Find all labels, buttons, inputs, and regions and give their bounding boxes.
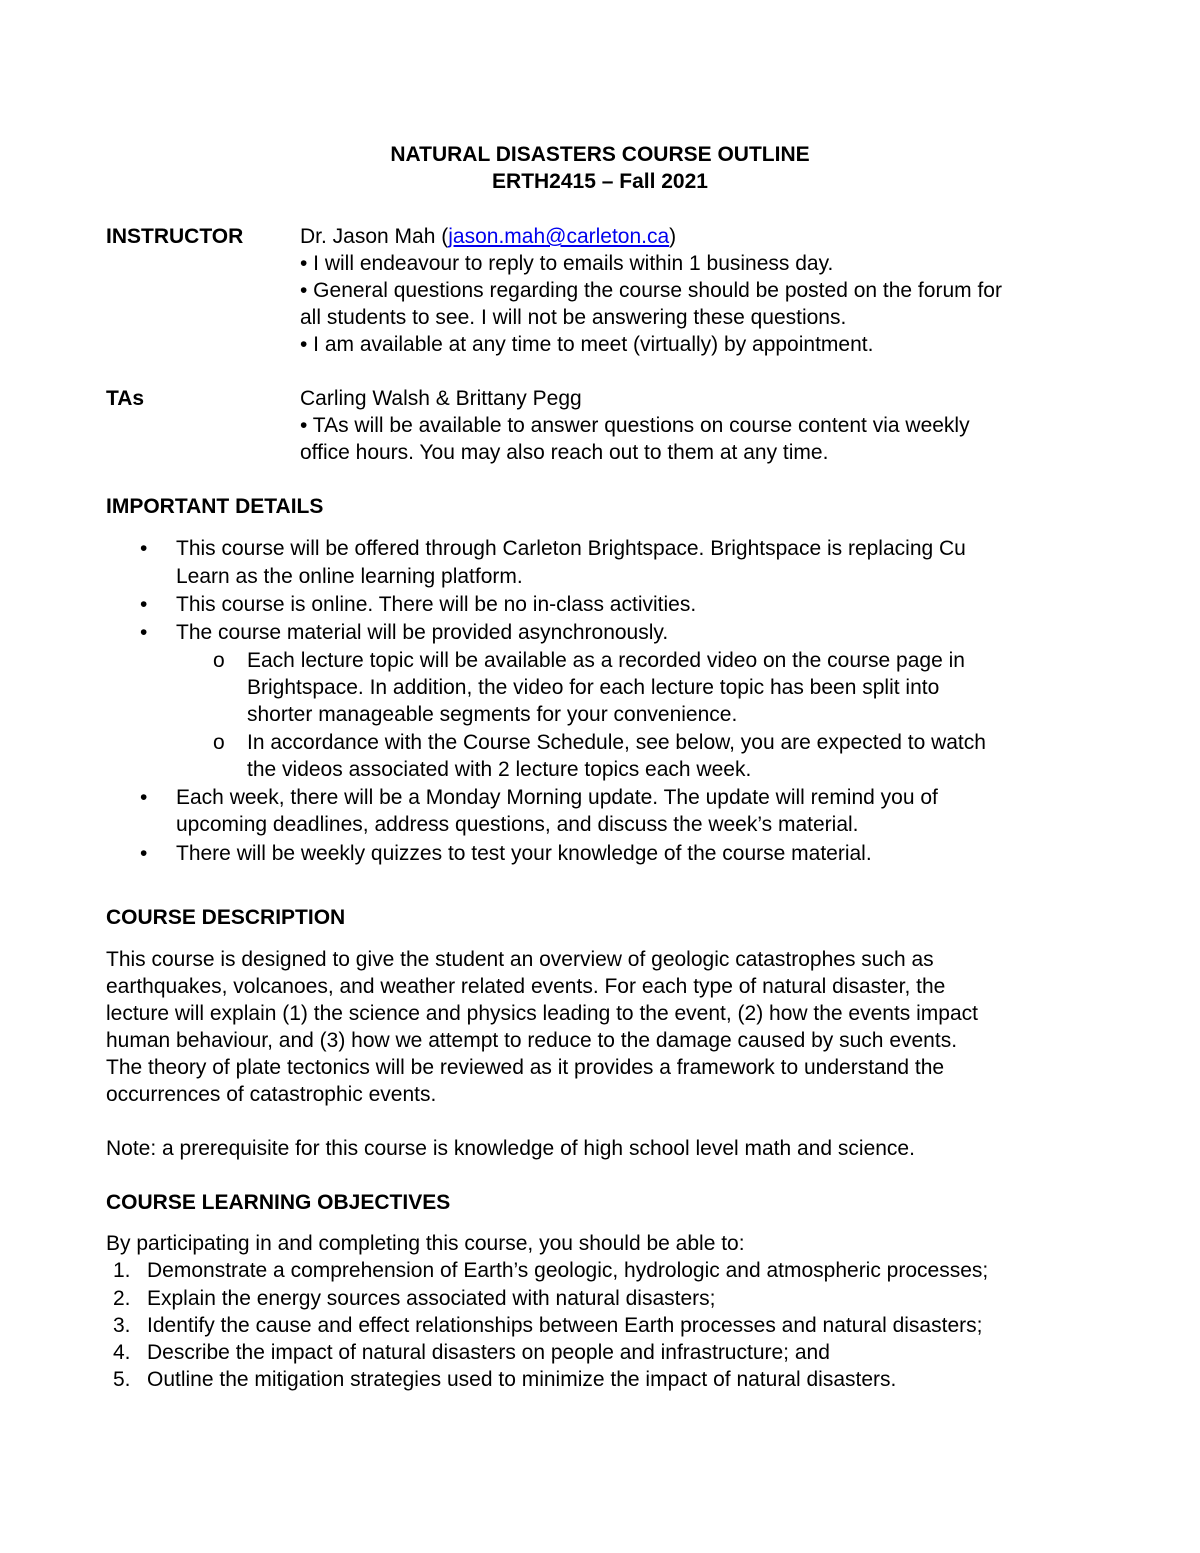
description-line: This course is designed to give the student an overview of geologic catastrophes such as — [106, 948, 934, 971]
bullet-icon: • — [140, 621, 148, 644]
instructor-email-link[interactable]: jason.mah@carleton.ca — [448, 225, 670, 248]
document-subtitle: ERTH2415 – Fall 2021 — [492, 170, 708, 193]
sub-list-item-continued: shorter manageable segments for your convenience. — [247, 703, 738, 726]
sub-list-item: In accordance with the Course Schedule, see below, you are expected to watch — [247, 731, 986, 754]
list-item: The course material will be provided asynchronously. — [176, 621, 669, 644]
tas-names: Carling Walsh & Brittany Pegg — [300, 387, 582, 410]
description-note: Note: a prerequisite for this course is knowledge of high school level math and science. — [106, 1137, 915, 1160]
objective-item: Outline the mitigation strategies used to minimize the impact of natural disasters. — [147, 1368, 897, 1391]
list-item: Each week, there will be a Monday Morning update. The update will remind you of — [176, 786, 938, 809]
list-item: This course is online. There will be no in-class activities. — [176, 593, 697, 616]
sub-list-item-continued: Brightspace. In addition, the video for each lecture topic has been split into — [247, 676, 940, 699]
list-item-continued: upcoming deadlines, address questions, and discuss the week’s material. — [176, 813, 859, 836]
tas-note: • TAs will be available to answer questions on course content via weekly — [300, 414, 970, 437]
objective-number: 4. — [113, 1341, 131, 1364]
objective-item: Identify the cause and effect relationships between Earth processes and natural disasters; — [147, 1314, 983, 1337]
instructor-name: Dr. Jason Mah ( — [300, 225, 449, 248]
description-line: human behaviour, and (3) how we attempt to reduce to the damage caused by such events. — [106, 1029, 958, 1052]
instructor-note: • I am available at any time to meet (virtually) by appointment. — [300, 333, 874, 356]
instructor-note: • I will endeavour to reply to emails within 1 business day. — [300, 252, 834, 275]
bullet-icon: • — [140, 842, 148, 865]
objective-item: Demonstrate a comprehension of Earth’s geologic, hydrologic and atmospheric processes; — [147, 1259, 989, 1282]
course-description-heading: COURSE DESCRIPTION — [106, 906, 346, 929]
list-item: There will be weekly quizzes to test your knowledge of the course material. — [176, 842, 872, 865]
objective-item: Describe the impact of natural disasters on people and infrastructure; and — [147, 1341, 830, 1364]
instructor-name-line — [300, 223, 676, 250]
instructor-note: • General questions regarding the course should be posted on the forum for — [300, 279, 1002, 302]
bullet-icon: • — [140, 786, 148, 809]
list-item-continued: Learn as the online learning platform. — [176, 565, 523, 588]
sub-bullet-icon: o — [213, 731, 225, 754]
instructor-name-close: ) — [669, 225, 677, 248]
objective-item: Explain the energy sources associated with natural disasters; — [147, 1287, 716, 1310]
objective-number: 1. — [113, 1259, 131, 1282]
sub-list-item-continued: the videos associated with 2 lecture topics each week. — [247, 758, 752, 781]
document-title: NATURAL DISASTERS COURSE OUTLINE — [390, 143, 810, 166]
list-item: This course will be offered through Carleton Brightspace. Brightspace is replacing Cu — [176, 537, 966, 560]
sub-list-item: Each lecture topic will be available as a recorded video on the course page in — [247, 649, 965, 672]
description-line: occurrences of catastrophic events. — [106, 1083, 437, 1106]
important-details-heading: IMPORTANT DETAILS — [106, 495, 324, 518]
objective-number: 2. — [113, 1287, 131, 1310]
objective-number: 5. — [113, 1368, 131, 1391]
bullet-icon: • — [140, 593, 148, 616]
sub-bullet-icon: o — [213, 649, 225, 672]
description-line: earthquakes, volcanoes, and weather related events. For each type of natural disaster, the — [106, 975, 946, 998]
tas-label: TAs — [106, 387, 145, 410]
instructor-note: all students to see. I will not be answering these questions. — [300, 306, 847, 329]
description-line: The theory of plate tectonics will be reviewed as it provides a framework to understand the — [106, 1056, 945, 1079]
objective-number: 3. — [113, 1314, 131, 1337]
instructor-label: INSTRUCTOR — [106, 225, 244, 248]
tas-note: office hours. You may also reach out to them at any time. — [300, 441, 829, 464]
learning-objectives-heading: COURSE LEARNING OBJECTIVES — [106, 1191, 451, 1214]
bullet-icon: • — [140, 537, 148, 560]
objectives-intro: By participating in and completing this course, you should be able to: — [106, 1232, 745, 1255]
description-line: lecture will explain (1) the science and physics leading to the event, (2) how the events impact — [106, 1002, 978, 1025]
